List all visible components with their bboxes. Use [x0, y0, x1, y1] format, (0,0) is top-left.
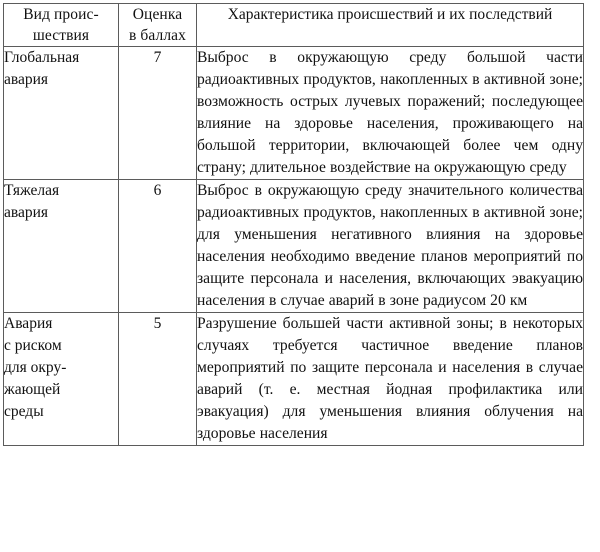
table-row — [4, 313, 584, 446]
cell-incident-kind — [4, 180, 119, 313]
cell-score: 7 — [119, 47, 197, 180]
column-header-score — [119, 4, 197, 47]
column-header-incident-kind — [4, 4, 119, 47]
table-body — [4, 47, 584, 446]
column-header-incident-kind-line-1: Вид проис- — [23, 6, 99, 23]
cell-incident-kind — [4, 313, 119, 446]
incident-kind-line: Тяжелая — [4, 182, 60, 199]
table-row — [4, 180, 584, 313]
incident-kind-line: Глобальная — [4, 49, 80, 66]
description-text: Разрушение большей части активной зоны; в некоторых случаях требуется частичное введение планов мероприятий по защите персонала и населения в случае аварий (т. е. местная йодная профилактика или эвакуация) для уменьшения влияния облучения на здоровье населения — [197, 315, 583, 442]
incident-kind-line: авария — [4, 71, 49, 88]
cell-score: 5 — [119, 313, 197, 446]
incident-kind-line: жающей — [4, 381, 61, 398]
table-row — [4, 47, 584, 180]
cell-description — [197, 47, 584, 180]
incident-kind-line: среды — [4, 403, 44, 420]
column-header-description: Характеристика происшествий и их последствий — [197, 4, 584, 47]
cell-description — [197, 180, 584, 313]
cell-incident-kind — [4, 47, 119, 180]
column-header-incident-kind-line-2: шествия — [32, 27, 90, 44]
description-text: Выброс в окружающую среду значительного количества радиоактивных продуктов, накопленных в активной зоне; для уменьшения негативного влияния на здоровье населения необходимо введение планов мероприятий по защите персонала и населения, включающих эвакуацию населения в случае аварий в зоне радиусом 20 км — [197, 182, 583, 309]
incident-kind-line: авария — [4, 204, 49, 221]
column-header-score-line-2: в баллах — [129, 27, 186, 44]
cell-description — [197, 313, 584, 446]
table-header — [4, 4, 584, 47]
incident-classification-table — [3, 3, 584, 446]
column-header-score-line-1: Оценка — [132, 6, 183, 23]
incident-kind-line: Авария — [4, 315, 53, 332]
incident-kind-line: для окру- — [4, 359, 67, 376]
table-header-row — [4, 4, 584, 47]
cell-score: 6 — [119, 180, 197, 313]
description-text: Выброс в окружающую среду большой части радиоактивных продуктов, накопленных в активной зоне; возможность острых лучевых поражений; последующее влияние на здоровье населения, проживающего на большой территории, включающей более чем одну страну; длительное воздействие на окружающую среду — [197, 49, 583, 176]
incident-kind-line: с риском — [4, 337, 62, 354]
